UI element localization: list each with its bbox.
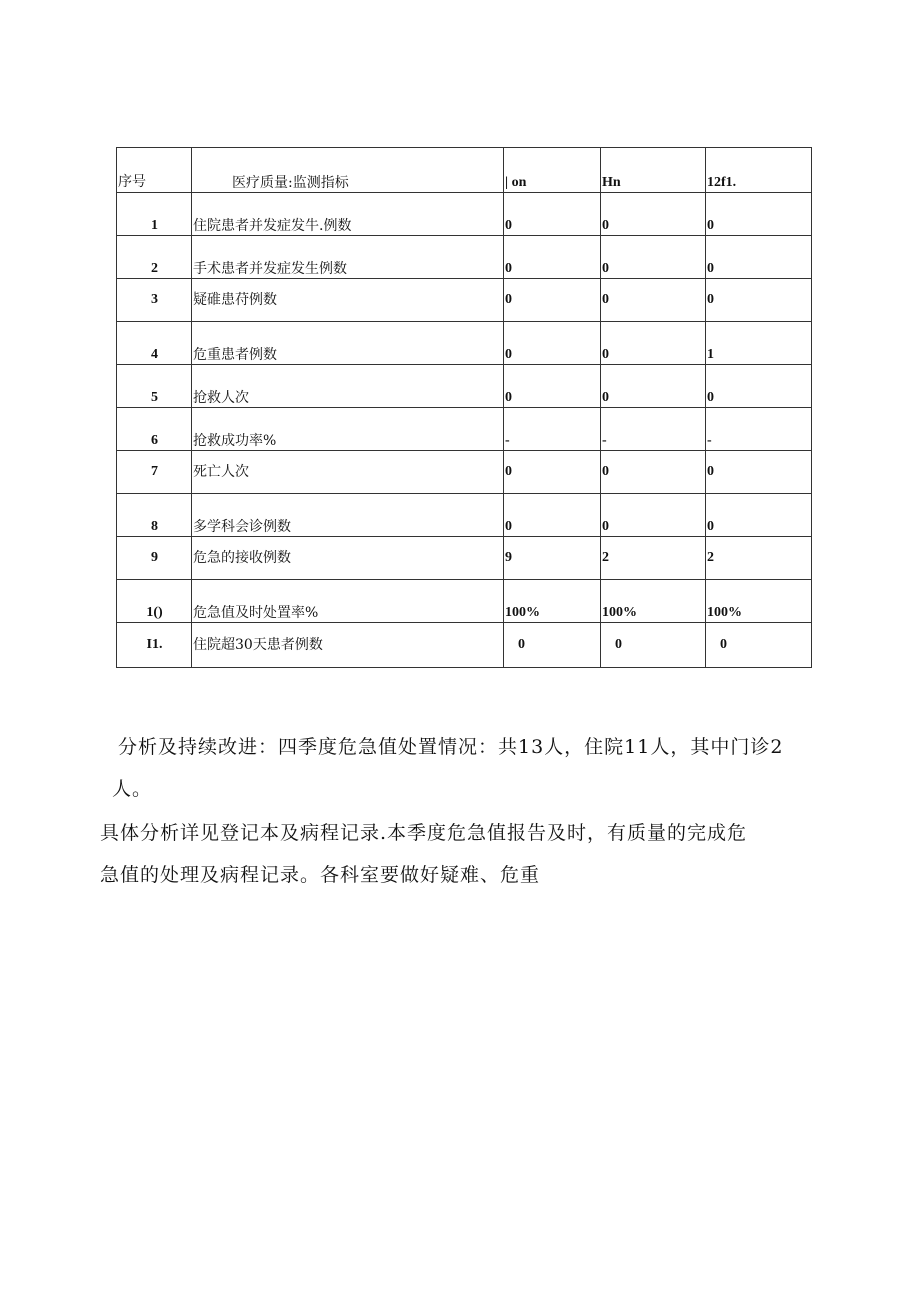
row-value-3: 2	[706, 537, 812, 580]
row-indicator: 危重患者例数	[192, 322, 504, 365]
row-value-2: 0	[601, 279, 706, 322]
row-value-1: 0	[504, 322, 601, 365]
row-indicator: 多学科会诊例数	[192, 494, 504, 537]
row-value-1: 0	[504, 494, 601, 537]
row-indicator: 手术患者并发症发生例数	[192, 236, 504, 279]
table-row	[117, 279, 812, 322]
row-value-2: 100%	[601, 580, 706, 623]
row-indicator: 住院超30天患者例数	[192, 623, 504, 668]
analysis-paragraph-line-2: 具体分析详见登记本及病程记录.本季度危急值报告及时，有质量的完成危	[100, 822, 748, 844]
analysis-paragraph-line-1: 分析及持续改进：四季度危急值处置情况：共13人，住院11人，其中门诊2	[118, 736, 784, 758]
table-row	[117, 322, 812, 365]
row-serial: 8	[117, 494, 192, 537]
row-serial: 4	[117, 322, 192, 365]
table-row	[117, 494, 812, 537]
row-serial: I1.	[117, 623, 192, 668]
row-indicator: 抢救人次	[192, 365, 504, 408]
analysis-paragraph-line-1-continued: 人。	[112, 778, 153, 800]
table-row	[117, 365, 812, 408]
row-indicator: 抢救成功率%	[192, 408, 504, 451]
row-value-3: 0	[706, 494, 812, 537]
table-row	[117, 193, 812, 236]
row-value-3: 0	[706, 451, 812, 494]
header-indicator: 医疗质量:监测指标	[192, 148, 504, 193]
row-value-1: 0	[504, 236, 601, 279]
table-row	[117, 236, 812, 279]
row-value-2: 2	[601, 537, 706, 580]
row-indicator: 危急值及时处置率%	[192, 580, 504, 623]
row-value-1: 0	[504, 193, 601, 236]
row-serial: 1()	[117, 580, 192, 623]
row-value-1: 0	[504, 279, 601, 322]
row-serial: 2	[117, 236, 192, 279]
row-value-3: 0	[706, 193, 812, 236]
row-indicator: 住院患者并发症发牛.例数	[192, 193, 504, 236]
row-value-3: 0	[706, 236, 812, 279]
row-serial: 5	[117, 365, 192, 408]
row-value-3: 100%	[706, 580, 812, 623]
row-value-1: 100%	[504, 580, 601, 623]
row-value-1: 0	[504, 451, 601, 494]
header-month-3: 12f1.	[706, 148, 812, 193]
row-indicator: 危急的接收例数	[192, 537, 504, 580]
header-serial: 序号	[117, 148, 192, 193]
row-value-3: 1	[706, 322, 812, 365]
header-month-2: Hn	[601, 148, 706, 193]
row-serial: 1	[117, 193, 192, 236]
row-serial: 9	[117, 537, 192, 580]
row-value-2: -	[601, 408, 706, 451]
row-serial: 3	[117, 279, 192, 322]
header-month-1: | on	[504, 148, 601, 193]
row-value-2: 0	[601, 236, 706, 279]
row-value-3: 0	[706, 365, 812, 408]
table-header-row	[117, 148, 812, 193]
table-row	[117, 580, 812, 623]
row-value-1: -	[504, 408, 601, 451]
row-value-3: -	[706, 408, 812, 451]
row-value-3: 0	[706, 279, 812, 322]
row-value-2: 0	[601, 365, 706, 408]
row-value-1: 0	[504, 365, 601, 408]
table-row	[117, 408, 812, 451]
row-indicator: 疑碓患苻例数	[192, 279, 504, 322]
row-serial: 7	[117, 451, 192, 494]
row-value-2: 0	[601, 623, 706, 668]
row-value-3: 0	[706, 623, 812, 668]
table-row	[117, 623, 812, 668]
row-value-2: 0	[601, 451, 706, 494]
row-indicator: 死亡人次	[192, 451, 504, 494]
quality-metrics-table	[116, 147, 812, 668]
row-serial: 6	[117, 408, 192, 451]
analysis-paragraph-line-3: 急值的处理及病程记录。各科室要做好疑难、危重	[100, 864, 541, 886]
row-value-2: 0	[601, 322, 706, 365]
row-value-2: 0	[601, 193, 706, 236]
table-row	[117, 537, 812, 580]
table-row	[117, 451, 812, 494]
row-value-2: 0	[601, 494, 706, 537]
row-value-1: 0	[504, 623, 601, 668]
row-value-1: 9	[504, 537, 601, 580]
